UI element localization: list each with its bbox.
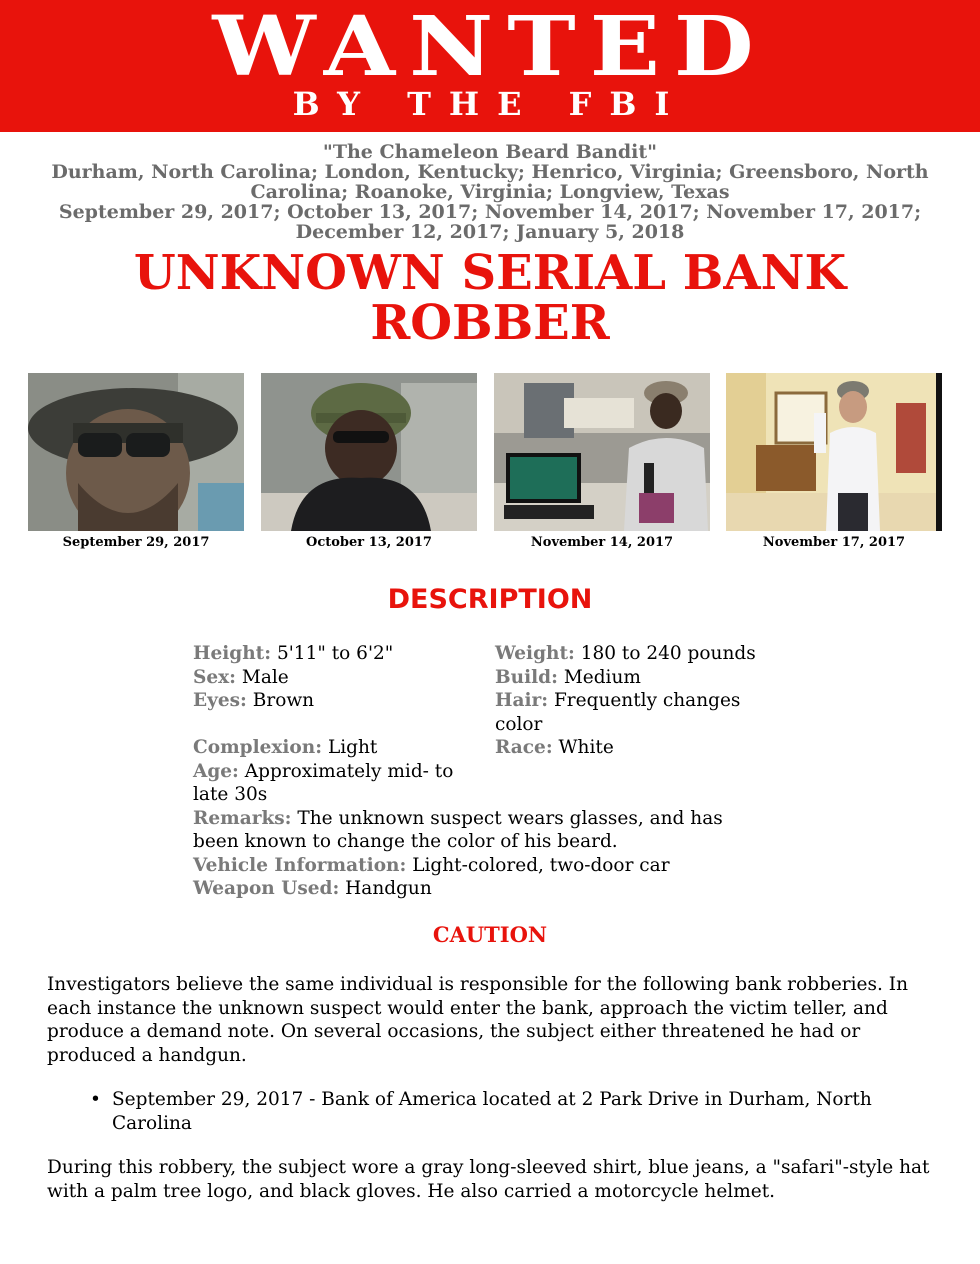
age-value: Approximately mid- to late 30s <box>193 760 454 805</box>
weight-value: 180 to 240 pounds <box>580 643 756 664</box>
photo-3 <box>494 373 710 550</box>
photo-2 <box>261 373 477 550</box>
photo-caption-2: October 13, 2017 <box>306 535 432 550</box>
remarks-row <box>193 807 763 854</box>
hair-label: Hair: <box>495 690 549 711</box>
race-label: Race: <box>495 737 553 758</box>
case-header <box>30 142 950 242</box>
eyes-value: Brown <box>252 690 315 711</box>
surveillance-photos <box>28 373 948 553</box>
photo-4 <box>726 373 942 550</box>
caution-heading: CAUTION <box>432 922 548 947</box>
nickname: "The Chameleon Beard Bandit" <box>322 141 658 163</box>
vehicle-value: Light-colored, two-door car <box>412 854 670 876</box>
robbery-list-item-text: September 29, 2017 - Bank of America located at 2 Park Drive in Durham, North Carolina <box>112 1089 872 1134</box>
description-block <box>193 642 793 901</box>
height-value: 5'11" to 6'2" <box>276 643 394 664</box>
locations: Durham, North Carolina; London, Kentucky; Henrico, Virginia; Greensboro, North Carolina; Roanoke, Virginia; Longview, Texas <box>51 161 929 203</box>
photo-1 <box>28 373 244 550</box>
photo-caption-1: September 29, 2017 <box>62 535 210 550</box>
weight-label: Weight: <box>495 643 575 664</box>
weapon-value: Handgun <box>345 878 432 899</box>
by-the-fbi-subheading: BY THE FBI <box>292 85 688 123</box>
wanted-heading: WANTED <box>212 0 768 95</box>
robbery-detail: During this robbery, the subject wore a gray long-sleeved shirt, blue jeans, a "safari"-style hat with a palm tree logo, and black gloves. He also carried a motorcycle helmet. <box>47 1157 930 1202</box>
bullet-icon: • <box>90 1089 101 1110</box>
description-heading: DESCRIPTION <box>387 584 593 615</box>
race-value: White <box>558 737 614 758</box>
photo-caption-3: November 14, 2017 <box>530 535 674 550</box>
hair-value: Frequently changes color <box>495 690 741 735</box>
vehicle-row <box>193 854 793 878</box>
complexion-value: Light <box>327 737 378 758</box>
vehicle-label: Vehicle Information: <box>193 854 407 876</box>
height-label: Height: <box>193 643 272 664</box>
eyes-label: Eyes: <box>193 690 247 711</box>
age-label: Age: <box>193 760 239 782</box>
wanted-banner <box>0 0 980 132</box>
build-label: Build: <box>495 666 558 688</box>
surveillance-image-4 <box>726 373 942 531</box>
build-value: Medium <box>563 666 641 688</box>
sex-label: Sex: <box>193 666 236 688</box>
remarks-label: Remarks: <box>193 807 292 829</box>
complexion-label: Complexion: <box>193 737 323 758</box>
dates: September 29, 2017; October 13, 2017; November 14, 2017; November 17, 2017; December 12, 2017; January 5, 2018 <box>58 201 922 243</box>
photo-caption-4: November 17, 2017 <box>762 535 906 550</box>
surveillance-image-3 <box>494 373 710 531</box>
page-title: UNKNOWN SERIAL BANK ROBBER <box>133 245 847 351</box>
remarks-value: The unknown suspect wears glasses, and has been known to change the color of his beard. <box>193 807 723 852</box>
sex-value: Male <box>241 666 289 688</box>
weapon-row <box>193 877 793 901</box>
surveillance-image-2 <box>261 373 477 531</box>
weapon-label: Weapon Used: <box>193 878 340 899</box>
surveillance-image-1 <box>28 373 244 531</box>
caution-intro: Investigators believe the same individual is responsible for the following bank robberies. In each instance the unknown suspect would enter the bank, approach the victim teller, and produce a demand note. On several occasions, the subject either threatened he had or produced a handgun. <box>47 974 908 1066</box>
robbery-list-item <box>90 1088 932 1135</box>
